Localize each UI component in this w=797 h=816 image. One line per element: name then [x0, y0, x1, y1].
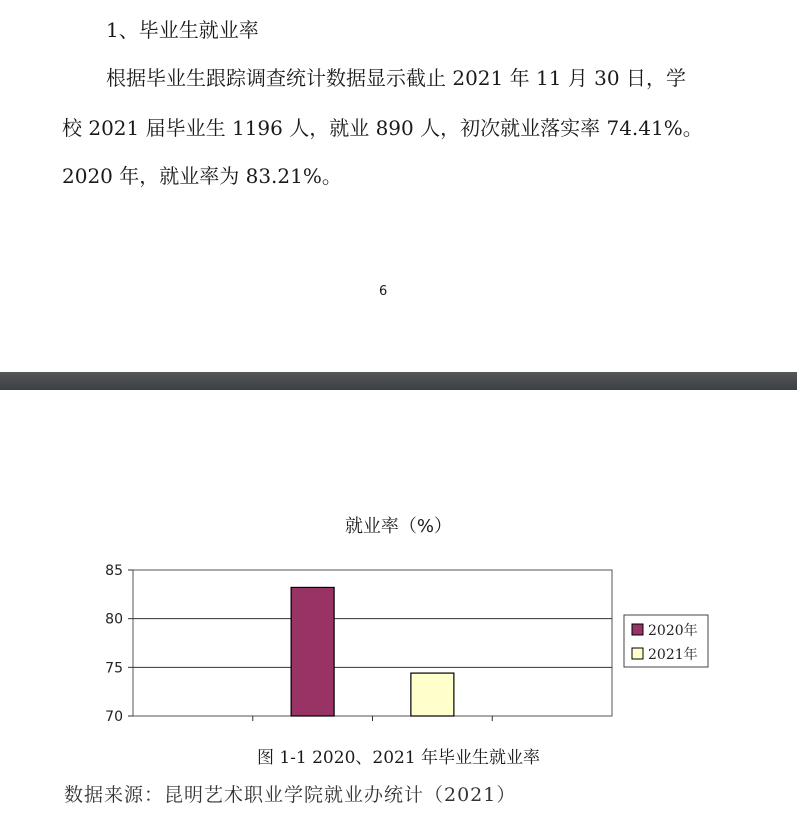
figure-caption: 图 1-1 2020、2021 年毕业生就业率: [256, 748, 541, 768]
paragraph-line-2: 校 2021 届毕业生 1196 人，就业 890 人，初次就业落实率 74.41%。: [62, 116, 703, 140]
legend-label: 2020年: [648, 623, 698, 639]
legend-label: 2021年: [648, 647, 698, 663]
y-tick-label: 70: [105, 709, 123, 725]
y-tick-label: 75: [105, 660, 123, 677]
employment-rate-chart: [0, 540, 797, 740]
plot-area: [133, 570, 612, 716]
paragraph-line-3: 2020 年，就业率为 83.21%。: [62, 164, 342, 188]
page-separator: [0, 372, 797, 390]
legend-swatch: [632, 648, 643, 659]
y-tick-label: 80: [105, 611, 123, 628]
legend-swatch: [632, 624, 643, 635]
page-number: 6: [379, 284, 388, 299]
y-tick-label: 85: [105, 563, 123, 579]
bar-2021年: [411, 673, 454, 716]
paragraph-line-1: 根据毕业生跟踪调查统计数据显示截止 2021 年 11 月 30 日，学: [106, 66, 686, 90]
section-heading: 1、毕业生就业率: [106, 18, 259, 42]
chart-title: 就业率（%）: [344, 516, 453, 537]
bar-2020年: [291, 587, 334, 716]
data-source: 数据来源：昆明艺术职业学院就业办统计（2021）: [64, 784, 517, 806]
